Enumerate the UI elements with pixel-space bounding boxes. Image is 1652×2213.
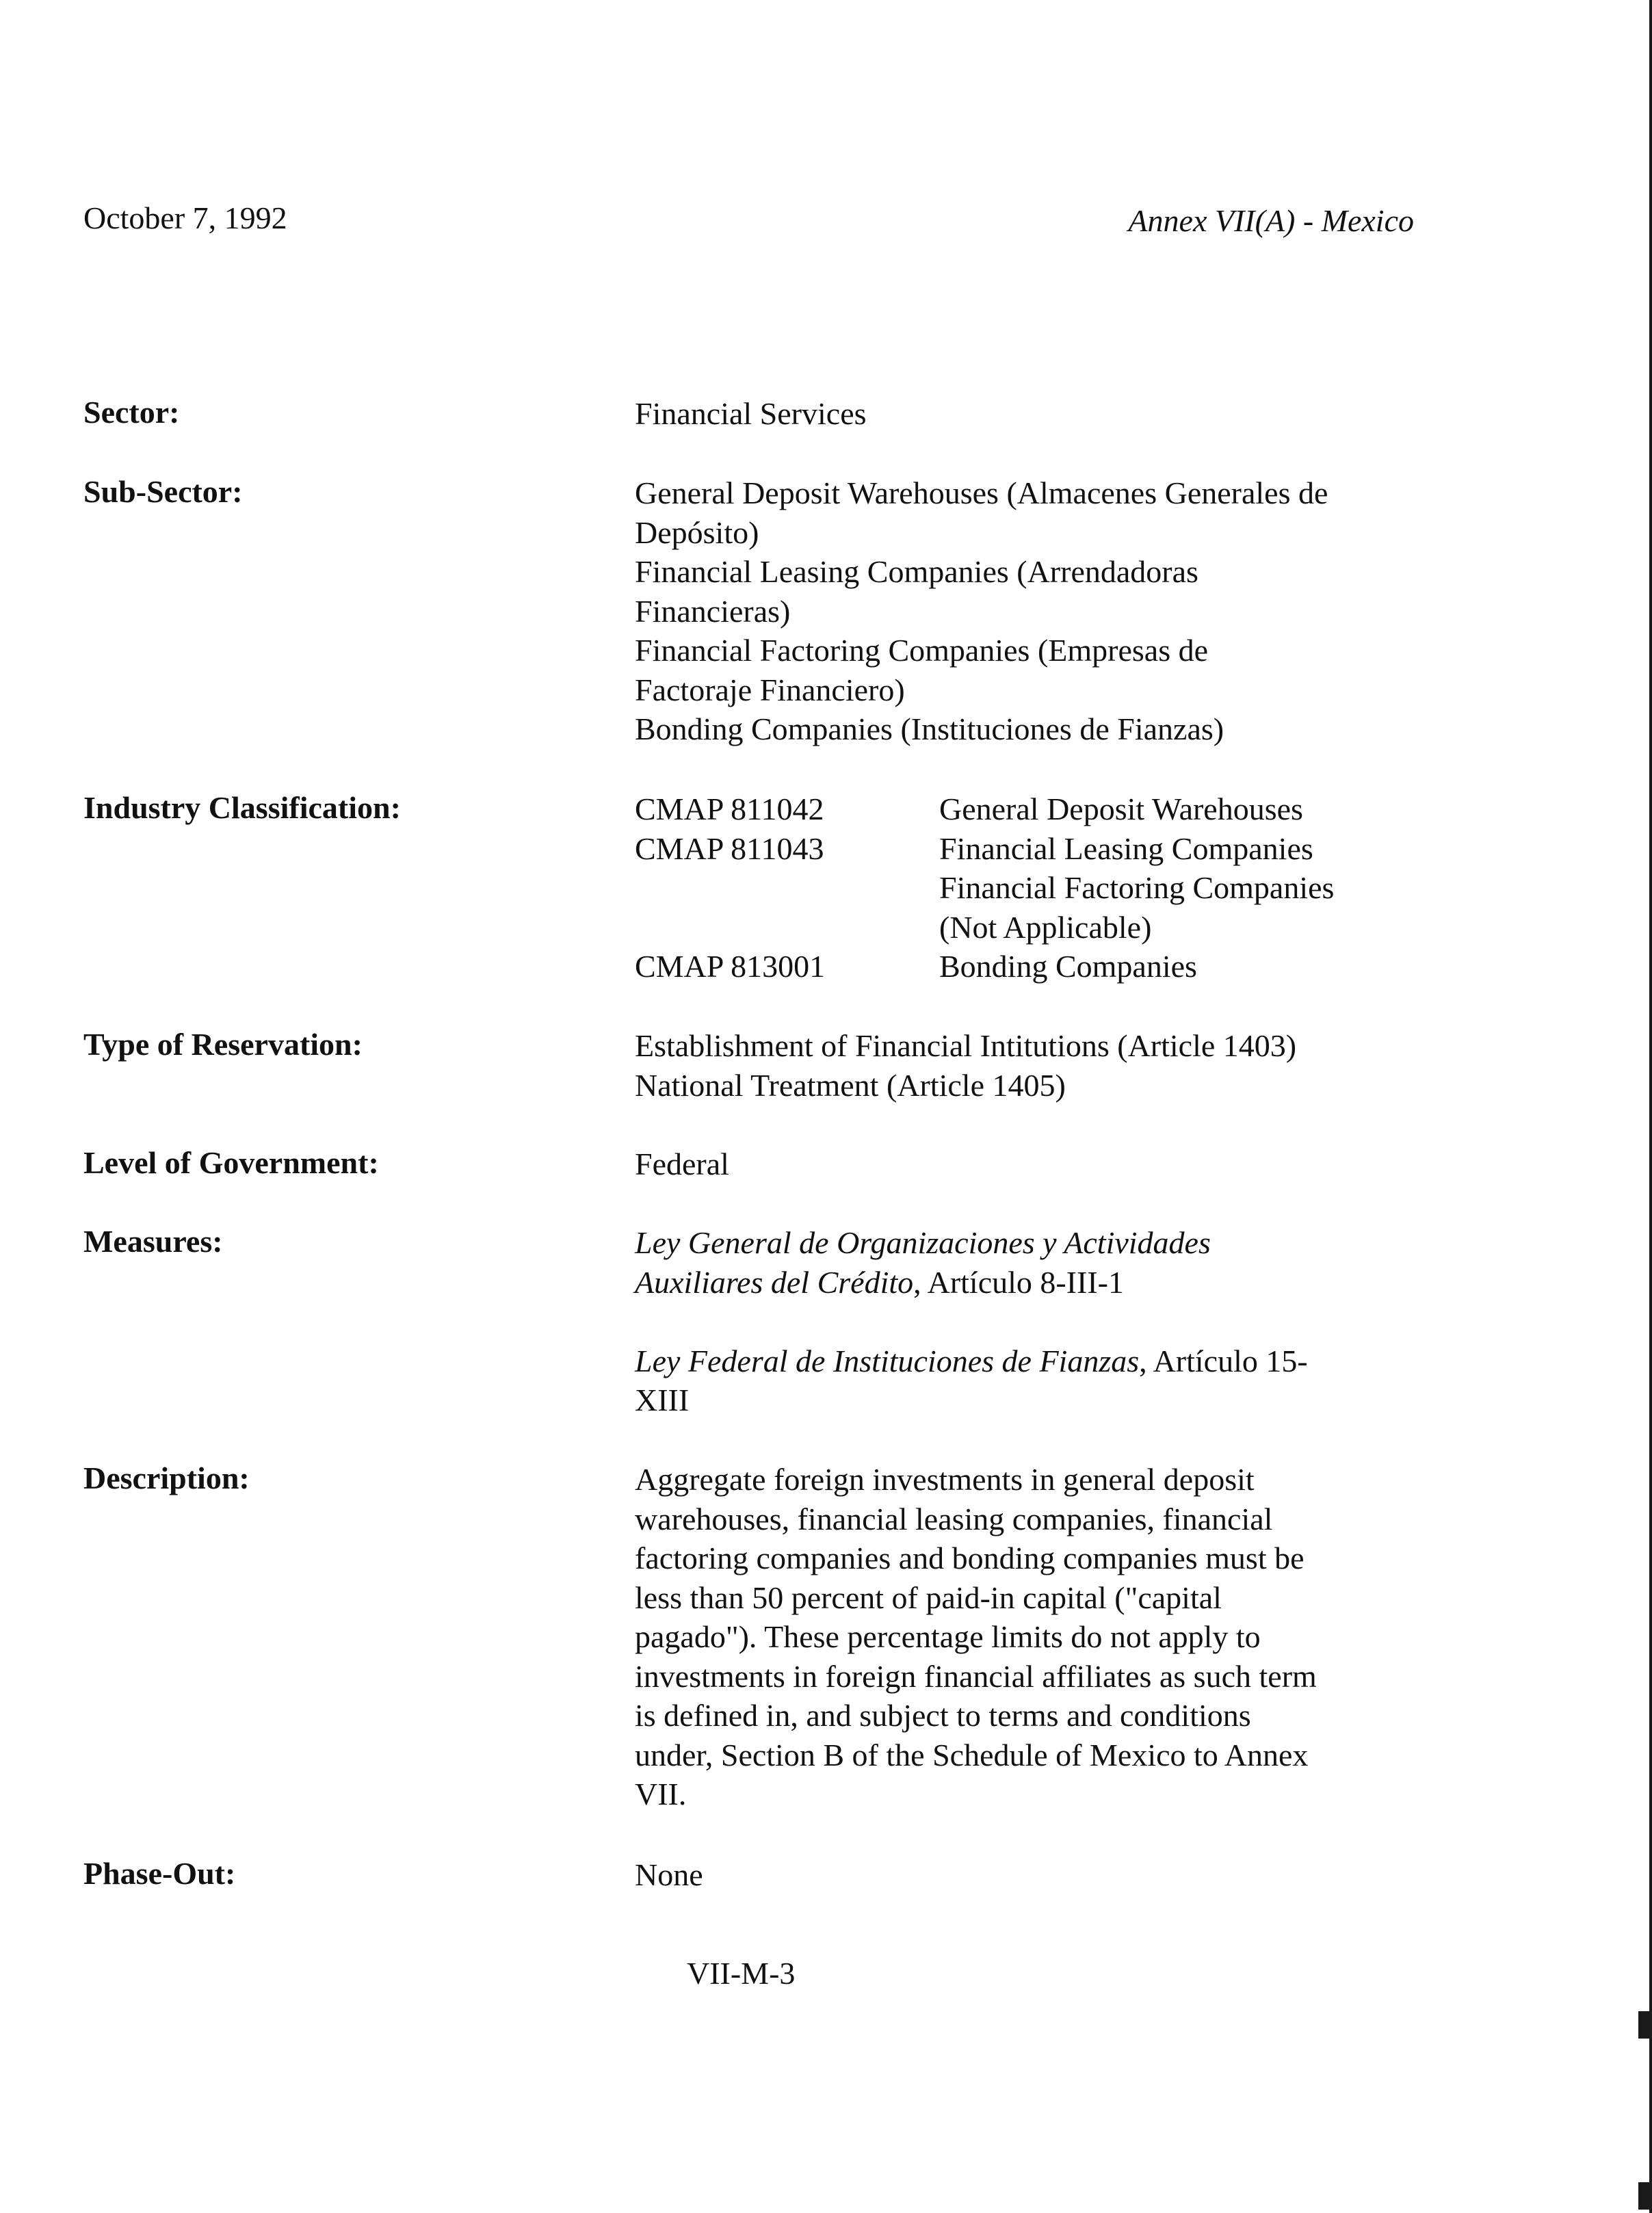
table-row [635,868,1418,908]
scan-edge-mark [1638,2182,1652,2210]
phase-out-value [635,1855,1415,1895]
reservation-line: Establishment of Financial Intitutions (Article 1403) [635,1028,1297,1063]
sub-sector-line: Depósito) [635,514,759,550]
cmap-description: Financial Factoring Companies [939,870,1335,905]
article-reference: , Artículo 8-III-1 [913,1264,1124,1300]
description-label: Description: [83,1461,250,1495]
annex-title: Annex VII(A) - Mexico [1128,203,1414,238]
level-of-government-text: Federal [635,1147,729,1181]
table-row [635,789,1418,829]
sector-value [635,394,1415,434]
description-line: less than 50 percent of paid-in capital ("capital [635,1580,1222,1615]
type-of-reservation-value [635,1026,1415,1105]
sub-sector-line: Financial Leasing Companies (Arrendadoras [635,554,1198,589]
description-line: Aggregate foreign investments in general deposit [635,1462,1255,1497]
spacer [635,1302,1415,1341]
cmap-description: (Not Applicable) [939,909,1152,945]
type-of-reservation-label: Type of Reservation: [83,1027,363,1062]
table-row [635,829,1418,869]
cmap-code [635,868,939,908]
description-line: is defined in, and subject to terms and conditions [635,1698,1251,1733]
cmap-code: CMAP 811042 [635,791,824,826]
cmap-code: CMAP 813001 [635,949,826,984]
sub-sector-line: General Deposit Warehouses (Almacenes Generales de [635,475,1328,510]
cmap-code [635,908,939,947]
sector-value-text: Financial Services [635,396,867,431]
reservation-line: National Treatment (Article 1405) [635,1067,1066,1103]
measures-label: Measures: [83,1224,223,1259]
description-line: warehouses, financial leasing companies, financial [635,1501,1273,1536]
description-line: VII. [635,1777,687,1811]
measure-2-line-2: XIII [635,1383,690,1417]
description-line: investments in foreign financial affiliates as such term [635,1658,1317,1694]
law-title: Ley Federal de Instituciones de Fianzas [635,1343,1140,1378]
cmap-description: General Deposit Warehouses [939,791,1303,826]
sub-sector-line: Financieras) [635,593,791,629]
description-line: under, Section B of the Schedule of Mexico to Annex [635,1737,1309,1772]
phase-out-label: Phase-Out: [83,1856,236,1891]
measures-value [635,1223,1415,1420]
level-of-government-value [635,1144,1415,1184]
measure-1-line-2 [635,1263,1415,1302]
cmap-code: CMAP 811043 [635,830,824,866]
description-line: factoring companies and bonding companies must be [635,1541,1304,1575]
scan-edge-mark [1638,2011,1652,2039]
scan-edge-line [1649,0,1652,2213]
industry-classification-table [635,789,1418,986]
article-reference: , Artículo 15- [1139,1343,1308,1378]
sub-sector-line: Bonding Companies (Instituciones de Fianzas) [635,711,1224,746]
law-title: Ley General de Organizaciones y Actividades [635,1225,1211,1260]
table-row [635,908,1418,947]
cmap-description: Financial Leasing Companies [939,830,1313,866]
table-row [635,947,1418,986]
cmap-description: Bonding Companies [939,949,1197,984]
sub-sector-line: Factoraje Financiero) [635,672,905,707]
description-value [635,1460,1415,1814]
level-of-government-label: Level of Government: [83,1145,379,1180]
phase-out-text: None [635,1857,703,1892]
description-line: pagado"). These percentage limits do not apply to [635,1619,1261,1654]
measure-1-line-1 [635,1223,1415,1263]
page-number: VII-M-3 [687,1956,796,1991]
measure-2-line-1 [635,1341,1415,1381]
sector-label: Sector: [83,395,180,430]
document-date: October 7, 1992 [83,200,287,235]
sub-sector-label: Sub-Sector: [83,474,243,509]
sub-sector-line: Financial Factoring Companies (Empresas de [635,633,1209,668]
law-title: Auxiliares del Crédito [635,1264,914,1300]
sub-sector-value [635,473,1415,749]
industry-classification-label: Industry Classification: [83,790,401,825]
